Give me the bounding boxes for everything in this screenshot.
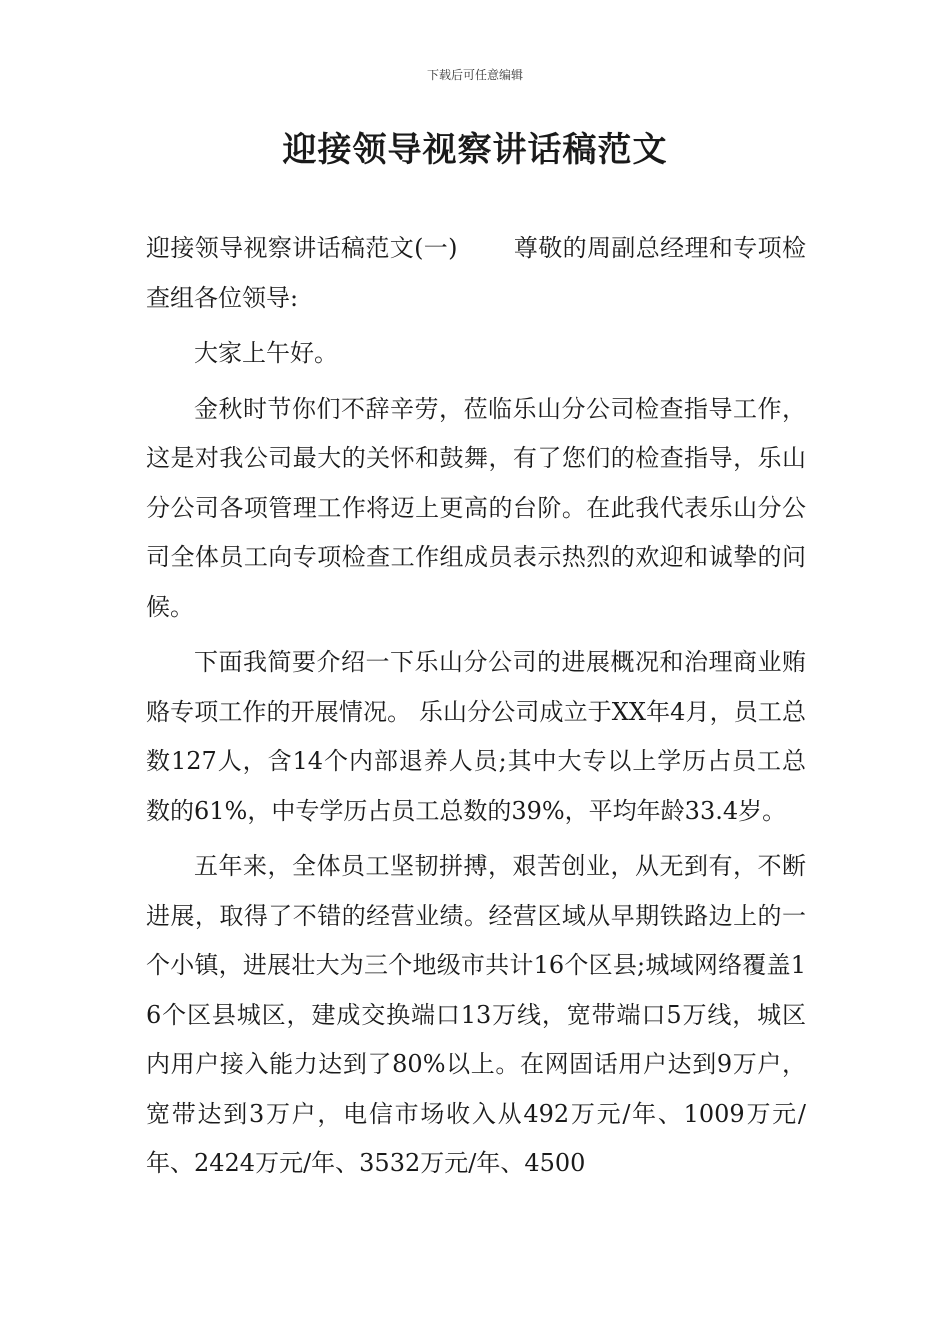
intro-paragraph (146, 224, 806, 323)
intro-label: 迎接领导视察讲话稿范文(一) (146, 234, 458, 262)
intro-salutation: 尊敬的周副总经理和专项检查组各位领导: (146, 234, 806, 312)
document-body (146, 224, 806, 1189)
document-title: 迎接领导视察讲话稿范文 (282, 130, 668, 170)
achievements-paragraph: 五年来，全体员工坚韧拼搏，艰苦创业，从无到有，不断进展，取得了不错的经营业绩。经营区域从早期铁路边上的一个小镇，进展壮大为三个地级市共计16个区县;城域网络覆盖16个区县城区，建成交换端口13万线，宽带端口5万线，城区内用户接入能力达到了80%以上。在网固话用户达到9万户，宽带达到3万户，电信市场收入从492万元/年、1009万元/年、2424万元/年、3532万元/年、4500 (146, 852, 806, 1177)
greeting-paragraph: 大家上午好。 (194, 339, 338, 367)
welcome-paragraph: 金秋时节你们不辞辛劳，莅临乐山分公司检查指导工作，这是对我公司最大的关怀和鼓舞，有了您们的检查指导，乐山分公司各项管理工作将迈上更高的台阶。在此我代表乐山分公司全体员工向专项检查工作组成员表示热烈的欢迎和诚挚的问候。 (146, 394, 806, 621)
header-note: 下载后可任意编辑 (426, 68, 523, 82)
company-overview-paragraph: 下面我简要介绍一下乐山分公司的进展概况和治理商业贿赂专项工作的开展情况。 乐山分公司成立于XX年4月，员工总数127人，含14个内部退养人员;其中大专以上学历占员工总数的61%，中专学历占员工总数的39%，平均年龄33.4岁。 (146, 648, 806, 825)
